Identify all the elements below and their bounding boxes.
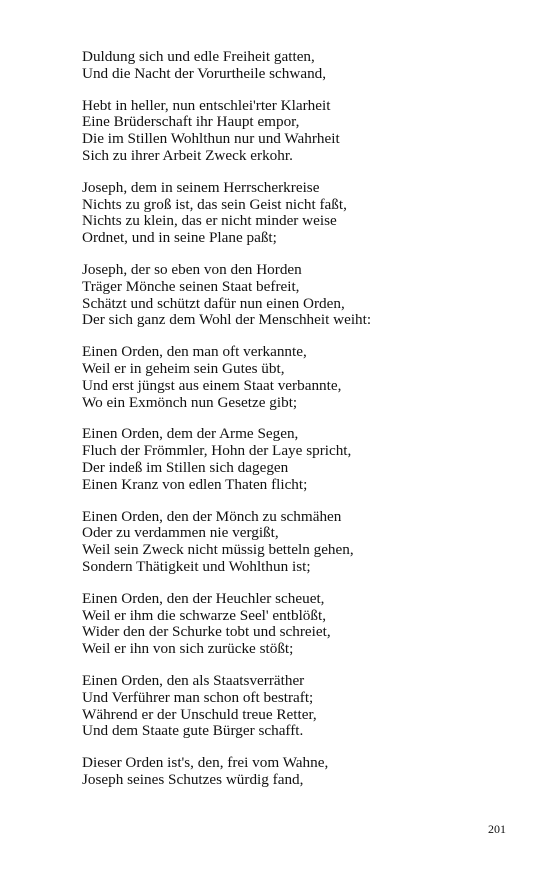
poem-line: Weil er ihn von sich zurücke stößt; bbox=[82, 640, 294, 658]
poem-line: Einen Orden, den man oft verkannte, bbox=[82, 343, 307, 361]
poem-line: Träger Mönche seinen Staat befreit, bbox=[82, 277, 300, 295]
poem-line: Eine Brüderschaft ihr Haupt empor, bbox=[82, 113, 300, 131]
stanza bbox=[82, 755, 522, 789]
poem-line: Die im Stillen Wohlthun nur und Wahrheit bbox=[82, 130, 340, 148]
stanza bbox=[82, 426, 522, 493]
poem-line: Während er der Unschuld treue Retter, bbox=[82, 705, 317, 723]
poem-line: Duldung sich und edle Freiheit gatten, bbox=[82, 48, 315, 65]
stanza bbox=[82, 591, 522, 658]
stanza bbox=[82, 509, 522, 576]
poem-line: Wo ein Exmönch nun Gesetze gibt; bbox=[82, 393, 298, 411]
poem-line: Hebt in heller, nun entschlei'rter Klarheit bbox=[82, 96, 331, 114]
poem-line: Und Verführer man schon oft bestraft; bbox=[82, 688, 314, 706]
poem-line: Weil er ihm die schwarze Seel' entblößt, bbox=[82, 606, 327, 624]
stanza bbox=[82, 49, 522, 83]
poem-line: Einen Orden, dem der Arme Segen, bbox=[82, 425, 299, 443]
poem-line: Einen Kranz von edlen Thaten flicht; bbox=[82, 475, 308, 493]
poem-line: Einen Orden, den als Staatsverräther bbox=[82, 671, 305, 689]
poem-line: Der indeß im Stillen sich dagegen bbox=[82, 458, 289, 476]
stanza bbox=[82, 344, 522, 411]
poem-line: Einen Orden, den der Heuchler scheuet, bbox=[82, 589, 325, 607]
poem-line: Weil sein Zweck nicht müssig betteln gehen, bbox=[82, 541, 354, 559]
stanza bbox=[82, 673, 522, 740]
poem-line: Sich zu ihrer Arbeit Zweck erkohr. bbox=[82, 146, 293, 164]
poem-line: Und die Nacht der Vorurtheile schwand, bbox=[82, 64, 327, 82]
poem-line: Dieser Orden ist's, den, frei vom Wahne, bbox=[82, 754, 329, 772]
poem-line: Weil er in geheim sein Gutes übt, bbox=[82, 359, 285, 377]
poem-line: Und dem Staate gute Bürger schafft. bbox=[82, 722, 304, 740]
poem-line: Joseph, dem in seinem Herrscherkreise bbox=[82, 178, 320, 196]
poem-line: Joseph seines Schutzes würdig fand, bbox=[82, 770, 304, 788]
page-number: 201 bbox=[488, 822, 506, 836]
poem-line: Einen Orden, den der Mönch zu schmähen bbox=[82, 507, 342, 525]
poem-line: Oder zu verdammen nie vergißt, bbox=[82, 524, 279, 542]
poem-line: Nichts zu groß ist, das sein Geist nicht faßt, bbox=[82, 195, 347, 213]
poem-line: Schätzt und schützt dafür nun einen Orden, bbox=[82, 294, 345, 312]
poem-line: Fluch der Frömmler, Hohn der Laye spricht, bbox=[82, 442, 352, 460]
poem-line: Der sich ganz dem Wohl der Menschheit weiht: bbox=[82, 311, 372, 329]
poem-line: Wider den der Schurke tobt und schreiet, bbox=[82, 623, 331, 641]
poem-text bbox=[82, 49, 522, 804]
poem-line: Ordnet, und in seine Plane paßt; bbox=[82, 229, 277, 247]
stanza bbox=[82, 180, 522, 247]
stanza bbox=[82, 262, 522, 329]
stanza bbox=[82, 98, 522, 165]
poem-line: Und erst jüngst aus einem Staat verbannte, bbox=[82, 376, 342, 394]
poem-line: Nichts zu klein, das er nicht minder weise bbox=[82, 212, 337, 230]
poem-line: Joseph, der so eben von den Horden bbox=[82, 260, 302, 278]
poem-line: Sondern Thätigkeit und Wohlthun ist; bbox=[82, 557, 311, 575]
